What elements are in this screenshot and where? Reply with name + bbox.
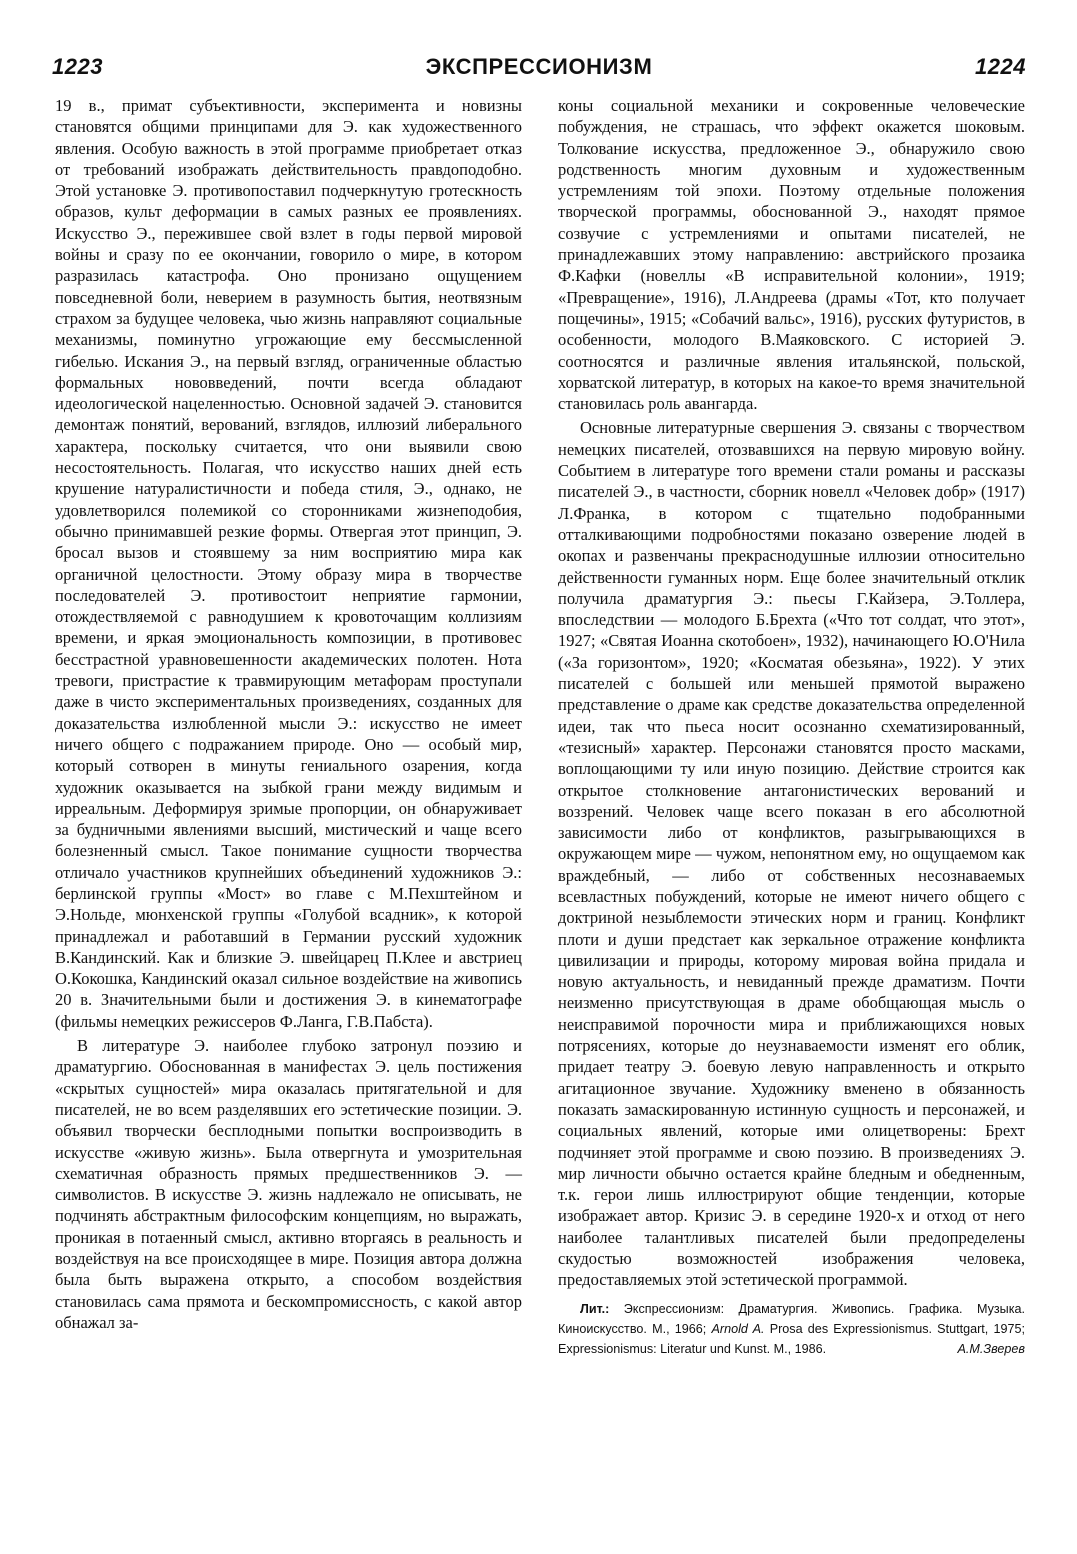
paragraph: В литературе Э. наиболее глубоко затронул поэзию и драматургию. Обоснованная в манифестах Э. цель постижения «скрытых сущностей» мира оказалась притягательной и для писателей, не во всем разделявших его эстетические позиции. Э. объявил творчески бесплодными попытки воспроизводить в искусстве «живую жизнь». Была отвергнута и умозрительная схематичная образность прямых предшественников Э. — символистов. В искусстве Э. жизнь надлежало не описывать, не подчинять абстрактным философским концепциям, но выражать, проникая в потаенный смысл, активно вторгаясь в реальность и воздействуя на все происходящее в мире. Позиция автора должна была быть выражена открыто, а способом воздействия становилась сама прямота и бескомпромиссность, с какой автор обнажал за- — [55, 1036, 522, 1332]
right-column — [558, 95, 1025, 1359]
literature-text: Prosa des Expressionismus. Stuttgart, 1975; Expressionismus: Literatur und Kunst. M., 1986. — [558, 1321, 1025, 1356]
paragraph: Основные литературные свершения Э. связаны с творчеством немецких писателей, отозвавшихся на первую мировую войну. Событием в литературе того времени стали романы и рассказы писателей Э., в частности, сборник новелл «Человек добр» (1917) Л.Франка, в котором с тщательно подобранными отталкивающими подробностями показано озверение людей в окопах и развенчаны прекраснодушные иллюзии относительно действенности гуманных норм. Еще более значительный отклик получила драматургия Э.: пьесы Г.Кайзера, Э.Толлера, впоследствии — молодого Б.Брехта («Что тот солдат, что этот», 1927; «Святая Иоанна скотобоен», 1932), начинающего Ю.О'Нила («За горизонтом», 1920; «Косматая обезьяна», 1922). У этих писателей с большей или меньшей прямотой выражено представление о драме как средстве доказательства определенной идеи, так что пьеса носит осознанно схематизированный, «тезисный» характер. Персонажи становятся просто масками, воплощающими ту или иную позицию. Действие строится как открытое столкновение антагонистических верований и воззрений. Человек чаще всего показан в его абсолютной зависимости либо от конфликтов, разыгрывающихся в окружающем мире — чужом, непонятном ему, но ощущаемом как враждебный, — либо от собственных несознаваемых всевластных побуждений, которые не имеют ничего общего с доктриной незыблемости этических норм и границ. Конфликт плоти и души предстает как зеркальное отражение конфликта цивилизации и природы, которому мировая война придала и новую актуальность, и невиданный прежде драматизм. Почти неизменно присутствующая в драме обобщающая мысль о неисправимой порочности мира и приближающихся новых потрясениях, которые до неузнаваемости изменят его облик, придает театру Э. боевую левую направленность и открыто агитационное звучание. Художнику вменено в обязанность показать замаскированную истинную сущность и персонажей, и социальных явлений, которые ими олицетворены: Брехт подчиняет этой программе и свою поэзию. В произведениях Э. мир личности обычно остается крайне бледным и обедненным, т.к. герои лишь иллюстрируют общие тенденции, которые изображает автор. Кризис Э. в середине 1920-х и отход от него наиболее талантливых писателей были предопределены скудостью возможностей изображения человека, предоставляемых этой эстетической программой. — [558, 418, 1025, 1290]
literature-label: Лит.: — [580, 1301, 610, 1316]
page-number-right: 1224 — [975, 54, 1026, 79]
running-title: ЭКСПРЕССИОНИЗМ — [425, 54, 653, 79]
paragraph: коны социальной механики и сокровенные человеческие побуждения, не страшась, что эффект окажется шоковым. Толкование искусства, предложенное Э., обнаружило свою родственность многим духовным и художественным устремлениям той эпохи. Поэтому отдельные положения творческой программы, обоснованной Э., находят прямое созвучие с устремлениями и опытами писателей, не принадлежавших этому направлению: австрийского прозаика Ф.Кафки (новеллы «В исправительной колонии», 1919; «Превращение», 1916), Л.Андреева (драмы «Тот, кто получает пощечины», 1915; «Собачий вальс», 1916), русских футуристов, в особенности, молодого В.Маяковского. С историей Э. соотносятся и различные явления итальянской, польской, хорватской литератур, в которых на какое-то время значительной становилась роль авангарда. — [558, 96, 1025, 414]
page-number-left: 1223 — [52, 54, 103, 79]
paragraph: 19 в., примат субъективности, эксперимента и новизны становятся общими принципами для Э. как художественного явления. Особую важность в этой программе приобретает отказ от требований изображать действительность правдоподобно. Этой установке Э. противопоставил подчеркнутую гротескность образов, культ деформации в самых разных ее проявлениях. Искусство Э., пережившее свой взлет в годы первой мировой войны и сразу по ее окончании, говорило о мире, в котором разразилась катастрофа. Оно пронизано ощущением повседневной боли, неверием в разумность бытия, неотвязным страхом за будущее человека, чью жизнь направляют социальные механизмы, поминутно угрожающие ему бессмысленной гибелью. Искания Э., на первый взгляд, ограниченные областью формальных нововведений, почти всегда обладают идеологической нацеленностью. Основной задачей Э. становится демонтаж понятий, верований, взглядов, иллюзий либерального характера, поскольку считается, что они выявили свою несостоятельность. Полагая, что искусство наших дней есть крушение натуралистичности и победа стиля, Э., однако, не удовлетворился полемикой со сторонниками жизнеподобия, обычно принимавшей резкие формы. Отвергая этот принцип, Э. бросал вызов и стоявшему за ним восприятию мира как органичной целостности. Этому образу мира в творчестве последователей Э. противостоит неприятие гармонии, отождествляемой с равнодушием к кровоточащим коллизиям времени, и яркая эмоциональность композиции, в противовес бесстрастной уравновешенности академических полотен. Нота тревоги, пристрастие к травмирующим метафорам проступали даже в чисто экспериментальных произведениях, созданных для доказательства излюбленной мысли Э.: искусство не имеет ничего общего с подражанием природе. Оно — особый мир, который сотворен в минуты гениального озарения, когда художник оказывается на зыбкой грани между видимым и ирреальным. Деформируя зримые пропорции, он обнаруживает за будничными явлениями высший, мистический и чаще всего болезненный смысл. Такое понимание сущности творчества отличало участников крупнейших объединений художников Э.: берлинской группы «Мост» во главе с М.Пехштейном и Э.Нольде, мюнхенской группы «Голубой всадник», к которой принадлежал и работавший в Германии русский художник В.Кандинский. Как и близкие Э. швейцарец П.Клее и австриец О.Кокошка, Кандинский оказал сильное воздействие на живопись 20 в. Значительными были и достижения Э. в кинематографе (фильмы немецких режиссеров Ф.Ланга, Г.В.Пабста). — [55, 96, 522, 1031]
left-column — [55, 95, 522, 1333]
literature-author: Arnold A. — [711, 1321, 765, 1336]
page-header — [52, 54, 1026, 86]
article-author-signature: А.М.Зверев — [957, 1341, 1025, 1356]
literature-references — [558, 1299, 1025, 1359]
literature-text: Экспрессионизм: Драматургия. Живопись. Графика. Музыка. Киноискусство. М., 1966; — [558, 1301, 1025, 1336]
